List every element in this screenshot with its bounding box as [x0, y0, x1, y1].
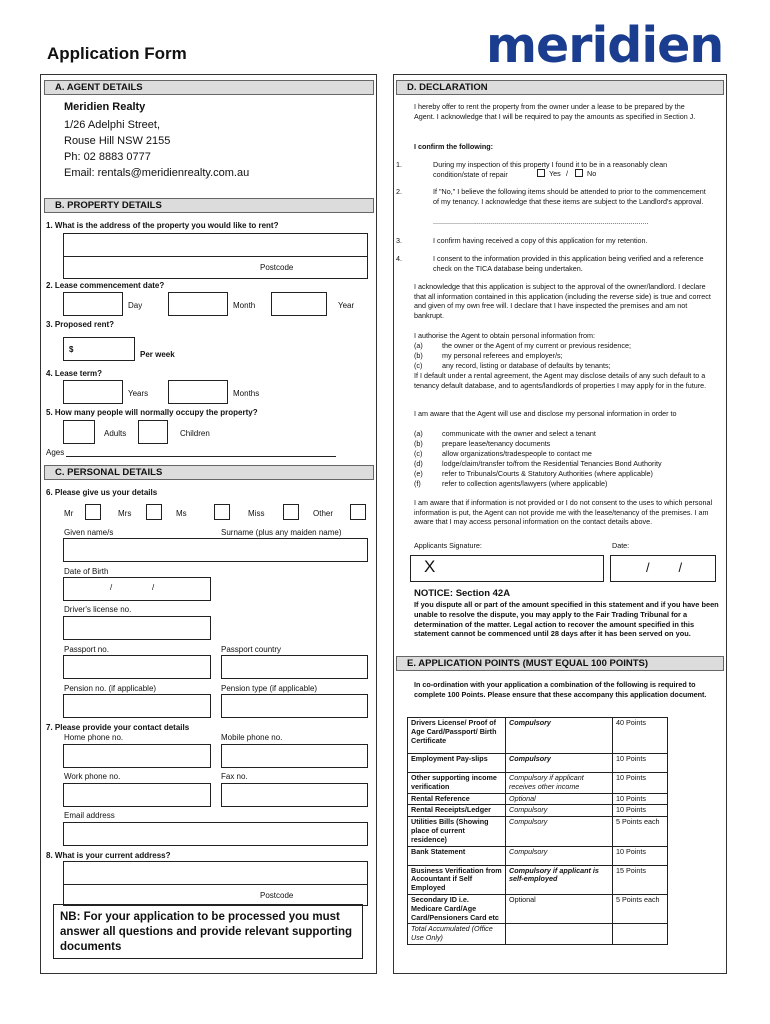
- q6-label: 6. Please give us your details: [46, 488, 158, 497]
- item-4-text: I consent to the information provided in this application being verified and a reference check on the TICA database being undertaken.: [433, 254, 704, 273]
- pension-type-input[interactable]: [221, 694, 368, 718]
- points-cell: 10 Points: [613, 793, 668, 805]
- agent-address-2: Rouse Hill NSW 2155: [64, 135, 171, 147]
- no-label: No: [587, 169, 597, 178]
- q7-label: 7. Please provide your contact details: [46, 723, 190, 732]
- lease-day-input[interactable]: [63, 292, 123, 316]
- dollar-sign: $: [69, 345, 74, 354]
- per-week-label: Per week: [140, 350, 175, 359]
- q2-label: 2. Lease commencement date?: [46, 281, 165, 290]
- surname-label: Surname (plus any maiden name): [221, 528, 342, 537]
- mr-checkbox[interactable]: [85, 504, 101, 520]
- name-input[interactable]: [63, 538, 368, 562]
- lease-year-input[interactable]: [271, 292, 327, 316]
- item-2-text: If "No," I believe the following items should be attended to prior to the commencement of my tenancy. I acknowledge that these items are subject to the Landlord's approval.: [433, 187, 706, 206]
- current-address-divider: [63, 884, 368, 885]
- item-1-text: During my inspection of this property I found it to be in a reasonably clean condition/state of repair: [433, 160, 668, 179]
- section-c-heading: C. PERSONAL DETAILS: [44, 465, 374, 480]
- q3-label: 3. Proposed rent?: [46, 320, 115, 329]
- passport-label: Passport no.: [64, 645, 109, 654]
- children-label: Children: [180, 429, 210, 438]
- ms-checkbox[interactable]: [214, 504, 230, 520]
- dob-slash-2: /: [152, 583, 155, 592]
- mrs-checkbox[interactable]: [146, 504, 162, 520]
- disclose-a-text: communicate with the owner and select a tenant: [442, 429, 596, 438]
- disclose-d-marker: (d): [414, 459, 423, 468]
- agent-email: Email: rentals@meridienrealty.com.au: [64, 167, 250, 179]
- postcode-label: Postcode: [260, 263, 294, 272]
- disclose-e-text: refer to Tribunals/Courts & Statutory Authorities (where applicable): [442, 469, 653, 478]
- points-intro: In co-ordination with your application a combination of the following is required to complete 100 Points. Please ensure that these accompany this application document.: [414, 680, 707, 699]
- disclose-d-text: lodge/claim/transfer to/from the Residential Tenancies Bond Authority: [442, 459, 662, 468]
- points-cell[interactable]: [613, 924, 668, 945]
- children-input[interactable]: [138, 420, 168, 444]
- yes-label: Yes: [549, 169, 561, 178]
- points-cell: 10 Points: [613, 805, 668, 817]
- acknowledge-paragraph: I acknowledge that this application is subject to the approval of the owner/landlord. I declare that all information contained in this application (including the reverse side) is true and correct and given of my own free will. I declare that I have inspected the premises and am not bankrupt.: [414, 282, 711, 320]
- yes-no-slash: /: [566, 169, 568, 178]
- dob-label: Date of Birth: [64, 567, 109, 576]
- signature-input[interactable]: [410, 555, 604, 582]
- mobile-phone-input[interactable]: [221, 744, 368, 768]
- nb-notice: NB: For your application to be processed you must answer all questions and provide relevant supporting documents: [53, 904, 363, 959]
- req-cell: Optional: [506, 793, 613, 805]
- item-3-number: 3.: [396, 236, 402, 245]
- doc-cell: Business Verification from Accountant if Self Employed: [408, 865, 506, 894]
- miss-checkbox[interactable]: [283, 504, 299, 520]
- points-cell: 10 Points: [613, 754, 668, 773]
- disclose-b-text: prepare lease/tenancy documents: [442, 439, 551, 448]
- table-row: [408, 865, 668, 894]
- table-row: [408, 817, 668, 846]
- current-postcode-label: Postcode: [260, 891, 294, 900]
- disclose-a-marker: (a): [414, 429, 423, 438]
- section-d-heading: D. DECLARATION: [396, 80, 724, 95]
- points-cell: 10 Points: [613, 773, 668, 794]
- other-label: Other: [313, 509, 334, 518]
- license-input[interactable]: [63, 616, 211, 640]
- month-label: Month: [233, 301, 256, 310]
- other-checkbox[interactable]: [350, 504, 366, 520]
- agent-address-1: 1/26 Adelphi Street,: [64, 119, 161, 131]
- term-years-input[interactable]: [63, 380, 123, 404]
- req-cell[interactable]: [506, 924, 613, 945]
- table-row: [408, 894, 668, 923]
- date-slashes: / /: [646, 560, 683, 575]
- disclose-f-marker: (f): [414, 479, 421, 488]
- doc-cell: Rental Receipts/Ledger: [408, 805, 506, 817]
- work-phone-label: Work phone no.: [64, 772, 121, 781]
- q5-label: 5. How many people will normally occupy the property?: [46, 408, 258, 417]
- declaration-intro: I hereby offer to rent the property from the owner under a lease to be prepared by the Agent. I acknowledge that I will be required to pay the amounts as specified in Section J.: [414, 102, 696, 121]
- yes-checkbox[interactable]: [537, 169, 545, 177]
- req-cell: Optional: [506, 894, 613, 923]
- passport-country-input[interactable]: [221, 655, 368, 679]
- agent-name: Meridien Realty: [64, 101, 146, 113]
- agent-phone: Ph: 02 8883 0777: [64, 151, 151, 163]
- dob-slash-1: /: [110, 583, 113, 592]
- no-checkbox[interactable]: [575, 169, 583, 177]
- rent-input[interactable]: [63, 337, 135, 361]
- authorise-a-marker: (a): [414, 341, 423, 350]
- item-2-dots: ............................................................................................................: [433, 217, 649, 226]
- table-row: [408, 793, 668, 805]
- table-row: [408, 773, 668, 794]
- points-table: [407, 717, 668, 945]
- disclose-c-marker: (c): [414, 449, 423, 458]
- passport-country-label: Passport country: [221, 645, 282, 654]
- date-label: Date:: [612, 541, 630, 550]
- authorise-paragraph: I authorise the Agent to obtain personal information from:: [414, 331, 595, 340]
- authorise-c-marker: (c): [414, 361, 423, 370]
- fax-label: Fax no.: [221, 772, 248, 781]
- points-cell: 40 Points: [613, 718, 668, 754]
- adults-label: Adults: [104, 429, 127, 438]
- pension-type-label: Pension type (if applicable): [221, 684, 318, 693]
- signature-x: X: [424, 557, 436, 576]
- item-4-number: 4.: [396, 254, 402, 263]
- item-1-number: 1.: [396, 160, 402, 169]
- ages-line[interactable]: [66, 456, 336, 457]
- miss-label: Miss: [248, 509, 265, 518]
- years-label: Years: [128, 389, 149, 398]
- disclose-paragraph: I am aware that the Agent will use and disclose my personal information in order to: [414, 409, 677, 418]
- authorise-b-text: my personal referees and employer/s;: [442, 351, 563, 360]
- table-row: [408, 718, 668, 754]
- pension-input[interactable]: [63, 694, 211, 718]
- consent-paragraph: I am aware that if information is not provided or I do not consent to the uses to which personal information is put, the Agent can not provide me with the lease/tenancy of the premises. I am aware that I may access personal information on the contact details above.: [414, 498, 713, 527]
- doc-cell: Drivers License/ Proof of Age Card/Passport/ Birth Certificate: [408, 718, 506, 754]
- doc-cell: Secondary ID i.e. Medicare Card/Age Card/Pensioners Card etc: [408, 894, 506, 923]
- year-label: Year: [338, 301, 355, 310]
- req-cell: Compulsory: [506, 718, 613, 754]
- signature-label: Applicants Signature:: [414, 541, 482, 550]
- months-label: Months: [233, 389, 260, 398]
- lease-month-input[interactable]: [168, 292, 228, 316]
- authorise-b-marker: (b): [414, 351, 423, 360]
- confirm-label: I confirm the following:: [414, 142, 494, 151]
- pension-label: Pension no. (if applicable): [64, 684, 157, 693]
- q8-label: 8. What is your current address?: [46, 851, 171, 860]
- home-phone-input[interactable]: [63, 744, 211, 768]
- doc-cell: Bank Statement: [408, 846, 506, 865]
- page-title: Application Form: [47, 44, 187, 63]
- points-cell: 5 Points each: [613, 894, 668, 923]
- req-cell: Compulsory if applicant is self-employed: [506, 865, 613, 894]
- req-cell: Compulsory if applicant receives other income: [506, 773, 613, 794]
- doc-cell: Utilities Bills (Showing place of current residence): [408, 817, 506, 846]
- day-label: Day: [128, 301, 143, 310]
- mobile-phone-label: Mobile phone no.: [221, 733, 283, 742]
- mr-label: Mr: [64, 509, 74, 518]
- ms-label: Ms: [176, 509, 187, 518]
- notice-title: NOTICE: Section 42A: [414, 588, 511, 599]
- notice-text: If you dispute all or part of the amount specified in this statement and if you have been unable to resolve the dispute, you may apply to the Fair Trading Tribunal for a determination of the matter. Legal action to recover the amount specified in this statement cannot be commenced until 28 days after it has been served on you.: [414, 600, 719, 639]
- given-name-label: Given name/s: [64, 528, 114, 537]
- item-2-number: 2.: [396, 187, 402, 196]
- section-b-heading: B. PROPERTY DETAILS: [44, 198, 374, 213]
- doc-cell: Rental Reference: [408, 793, 506, 805]
- section-e-heading: E. APPLICATION POINTS (MUST EQUAL 100 POINTS): [396, 656, 724, 671]
- doc-cell: Other supporting income verification: [408, 773, 506, 794]
- disclose-b-marker: (b): [414, 439, 423, 448]
- req-cell: Compulsory: [506, 846, 613, 865]
- table-row: [408, 846, 668, 865]
- disclose-c-text: allow organizations/tradespeople to contact me: [442, 449, 592, 458]
- doc-cell: Employment Pay-slips: [408, 754, 506, 773]
- section-a-heading: A. AGENT DETAILS: [44, 80, 374, 95]
- ages-label: Ages: [46, 448, 65, 457]
- req-cell: Compulsory: [506, 817, 613, 846]
- points-cell: 5 Points each: [613, 817, 668, 846]
- mrs-label: Mrs: [118, 509, 132, 518]
- item-3-text: I confirm having received a copy of this application for my retention.: [433, 236, 648, 245]
- license-label: Driver's license no.: [64, 605, 132, 614]
- home-phone-label: Home phone no.: [64, 733, 124, 742]
- q1-label: 1. What is the address of the property you would like to rent?: [46, 221, 279, 230]
- points-cell: 15 Points: [613, 865, 668, 894]
- work-phone-input[interactable]: [63, 783, 211, 807]
- passport-input[interactable]: [63, 655, 211, 679]
- default-paragraph: If I default under a rental agreement, the Agent may disclose details of any such default to a tenancy default database, and to agents/landlords of properties I may apply for in the future.: [414, 371, 707, 390]
- adults-input[interactable]: [63, 420, 95, 444]
- q4-label: 4. Lease term?: [46, 369, 103, 378]
- email-input[interactable]: [63, 822, 368, 846]
- disclose-e-marker: (e): [414, 469, 423, 478]
- points-cell: 10 Points: [613, 846, 668, 865]
- table-row: [408, 924, 668, 945]
- authorise-c-text: any record, listing or database of defaults by tenants;: [442, 361, 611, 370]
- email-label: Email address: [64, 811, 115, 820]
- table-row: [408, 805, 668, 817]
- term-months-input[interactable]: [168, 380, 228, 404]
- authorise-a-text: the owner or the Agent of my current or previous residence;: [442, 341, 631, 350]
- fax-input[interactable]: [221, 783, 368, 807]
- dob-input[interactable]: [63, 577, 211, 601]
- req-cell: Compulsory: [506, 805, 613, 817]
- address-divider: [63, 256, 368, 257]
- doc-cell: Total Accumulated (Office Use Only): [408, 924, 506, 945]
- disclose-f-text: refer to collection agents/lawyers (where applicable): [442, 479, 608, 488]
- meridien-logo: meridien: [486, 17, 724, 74]
- req-cell: Compulsory: [506, 754, 613, 773]
- table-row: [408, 754, 668, 773]
